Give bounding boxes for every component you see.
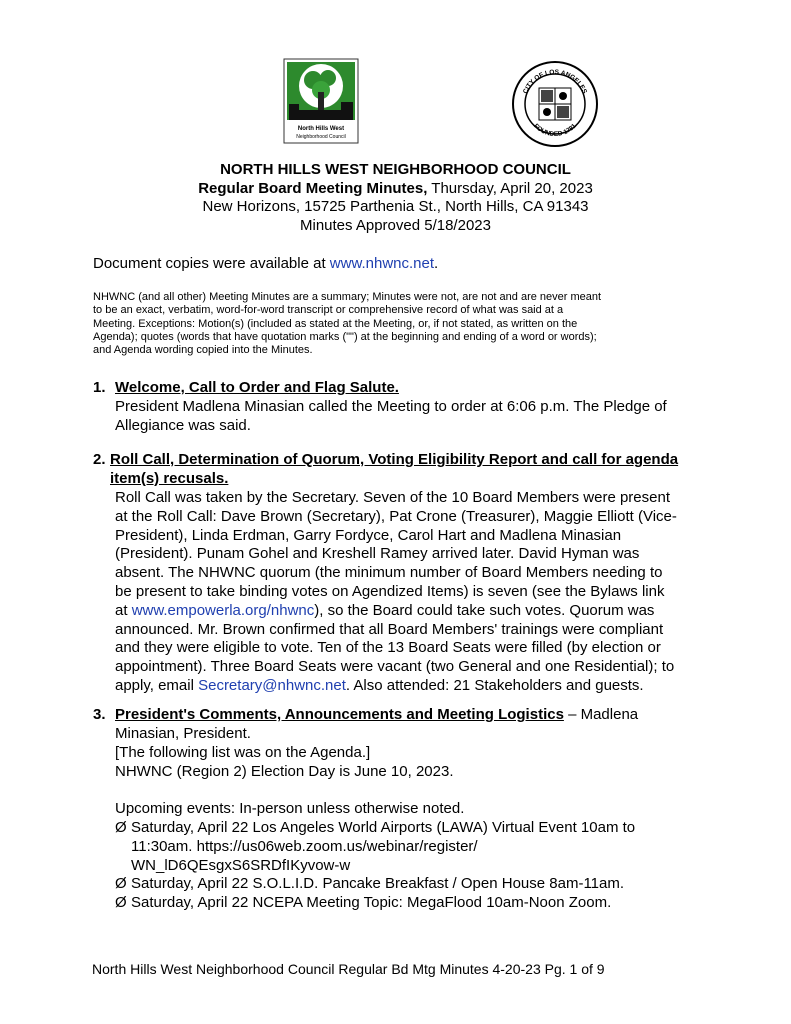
- copies-text: Document copies were available at: [93, 255, 330, 272]
- item-2-line: announced. Mr. Brown confirmed that all Board Members' trainings were compliant: [115, 620, 664, 638]
- item-2-line: at the Roll Call: Dave Brown (Secretary), Pat Crone (Treasurer), Maggie Elliott (Vice-: [115, 507, 677, 525]
- item-3-line: NHWNC (Region 2) Election Day is June 10, 2023.: [115, 762, 454, 780]
- event-continuation: WN_lD6QEsgxS6SRDfIKyvow-w: [131, 856, 351, 874]
- item-3-heading: [93, 706, 638, 725]
- seal-top-text: CITY OF LOS ANGELES: [522, 68, 588, 95]
- bylaws-link[interactable]: www.empowerla.org/nhwnc: [131, 601, 315, 619]
- disclaimer: [93, 291, 601, 357]
- meeting-type: Regular Board Meeting Minutes,: [198, 179, 428, 197]
- item-2-email-line: [115, 677, 677, 696]
- event-continuation: 11:30am. https://us06web.zoom.us/webinar/register/: [131, 837, 478, 855]
- disclaimer-line: Agenda); quotes (words that have quotation marks ("") at the beginning and ending of a word or words);: [93, 330, 597, 343]
- item-2-line: President), Linda Erdman, Garry Fordyce, Carol Hart and Madlena Minasian: [115, 526, 622, 544]
- disclaimer-line: to be an exact, verbatim, word-for-word transcript or comprehensive record of what was said at a: [93, 304, 564, 317]
- spacer: [115, 781, 635, 800]
- meeting-line: [0, 180, 791, 199]
- item-2-line: (President). Punam Gohel and Kreshell Ramey arrived later. David Hyman was: [115, 545, 640, 563]
- secretary-email-link[interactable]: Secretary@nhwnc.net: [198, 676, 346, 694]
- item-3-body: [115, 725, 635, 913]
- email-suffix: . Also attended: 21 Stakeholders and guests.: [345, 676, 644, 694]
- city-of-los-angeles-seal: [511, 60, 599, 148]
- item-3-title: President's Comments, Announcements and Meeting Logistics: [115, 706, 564, 723]
- event-item: [115, 819, 635, 838]
- nh-logo-text-1: North Hills West: [297, 126, 345, 132]
- link-prefix: at: [115, 601, 132, 619]
- event-text: Saturday, April 22 Los Angeles World Airports (LAWA) Virtual Event 10am to: [131, 818, 636, 836]
- item-2-line: be present to take binding votes on Agendized Items) is seven (see the Bylaws link: [115, 582, 665, 600]
- copies-end: .: [434, 255, 439, 272]
- page-footer: North Hills West Neighborhood Council Regular Bd Mtg Minutes 4-20-23 Pg. 1 of 9: [92, 961, 605, 977]
- item-3-number: 3.: [93, 706, 106, 723]
- item-2-line: Roll Call was taken by the Secretary. Seven of the 10 Board Members were present: [115, 489, 670, 506]
- disclaimer-line: NHWNC (and all other) Meeting Minutes are a summary; Minutes were not, are not and are never meant: [93, 291, 602, 303]
- item-2-body: [115, 489, 677, 696]
- bullet-icon: Ø: [115, 894, 127, 912]
- item-2-heading: [93, 451, 678, 489]
- event-text: Saturday, April 22 S.O.L.I.D. Pancake Breakfast / Open House 8am-11am.: [131, 875, 625, 893]
- events-title: Upcoming events: In-person unless otherwise noted.: [115, 800, 465, 818]
- item-1-body: [115, 398, 667, 436]
- organization-title: NORTH HILLS WEST NEIGHBORHOOD COUNCIL: [220, 161, 571, 178]
- bullet-icon: Ø: [115, 875, 127, 893]
- document-header: [0, 161, 791, 235]
- item-2-link-line: [115, 602, 677, 621]
- event-item: [115, 875, 635, 894]
- item-1-line: President Madlena Minasian called the Meeting to order at 6:06 p.m. The Pledge of: [115, 398, 667, 415]
- event-text: Saturday, April 22 NCEPA Meeting Topic: MegaFlood 10am-Noon Zoom.: [131, 894, 612, 912]
- logo-row: [0, 52, 791, 144]
- item-2-line: appointment). Three Board Seats were vacant (two General and one Residential); to: [115, 658, 675, 676]
- meeting-location: New Horizons, 15725 Parthenia St., North Hills, CA 91343: [202, 198, 589, 215]
- item-1-title: Welcome, Call to Order and Flag Salute.: [115, 379, 399, 396]
- item-1-heading: [93, 379, 399, 398]
- item-2-title-1: Roll Call, Determination of Quorum, Voting Eligibility Report and call for agenda: [110, 451, 679, 468]
- copies-line: [93, 255, 438, 274]
- item-3-title-tail: – Madlena: [563, 706, 639, 723]
- seal-bottom-text: FOUNDED 1781: [532, 122, 578, 139]
- email-prefix: apply, email: [115, 676, 199, 694]
- item-2-line: and they were eligible to vote. Ten of the 13 Board Seats were filled (by election or: [115, 639, 661, 657]
- item-3-line: Minasian, President.: [115, 725, 251, 742]
- item-2-title-2: item(s) recusals.: [110, 469, 229, 487]
- link-suffix: ), so the Board could take such votes. Quorum was: [314, 601, 655, 619]
- nh-logo-text-2: Neighborhood Council: [296, 134, 346, 140]
- item-1-number: 1.: [93, 379, 106, 396]
- approval-line: Minutes Approved 5/18/2023: [300, 216, 491, 234]
- item-2-number: 2.: [93, 451, 106, 468]
- item-2-line: absent. The NHWNC quorum (the minimum number of Board Members needing to: [115, 564, 663, 582]
- disclaimer-line: Meeting. Exceptions: Motion(s) (included as stated at the Meeting, or, if not stated, as written on the: [93, 317, 578, 330]
- disclaimer-line: and Agenda wording copied into the Minutes.: [93, 344, 313, 357]
- item-3-line: [The following list was on the Agenda.]: [115, 743, 371, 761]
- event-item: [115, 894, 635, 913]
- meeting-date: Thursday, April 20, 2023: [427, 179, 593, 197]
- bullet-icon: Ø: [115, 818, 127, 836]
- item-1-line: Allegiance was said.: [115, 416, 251, 434]
- nhwnc-logo: [283, 58, 359, 144]
- website-link[interactable]: www.nhwnc.net: [329, 255, 435, 272]
